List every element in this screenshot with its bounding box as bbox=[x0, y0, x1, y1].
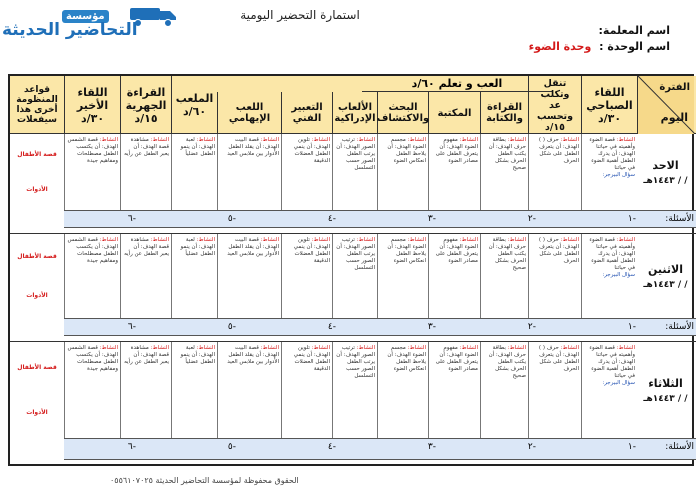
header-pretend-play: اللعب الإيهامي bbox=[217, 92, 281, 134]
page-title: استمارة التحضير اليومية bbox=[240, 8, 360, 22]
questions-label: الأسئلة: bbox=[665, 214, 694, 224]
questions-label: الأسئلة: bbox=[665, 322, 694, 332]
header-morning-meeting: اللقاء الصباحي ٣٠/د bbox=[581, 76, 637, 134]
day-name: الاحد bbox=[652, 158, 679, 172]
logo-big-text: التحاضير الحديثة bbox=[2, 20, 138, 40]
day-name: الثلاثاء bbox=[648, 376, 683, 390]
cell-library: النشاط: مفهوم الضوء الهدف: أن يتعرف الطفل على مصادر الضوء bbox=[428, 234, 480, 318]
day-row-sunday bbox=[10, 134, 696, 234]
plan-table bbox=[8, 74, 694, 466]
cell-library: النشاط: مفهوم الضوء الهدف: أن يتعرف الطفل على مصادر الضوء bbox=[428, 342, 480, 438]
cell-art: النشاط: تلوين الهدف: أن ينمي الطفل العضلات الدقيقة bbox=[281, 134, 332, 210]
day-name-cell bbox=[637, 134, 694, 210]
day-label: اليوم bbox=[660, 111, 688, 124]
cell-library: النشاط: مفهوم الضوء الهدف: أن يتعرف الطفل على مصادر الضوء bbox=[428, 134, 480, 210]
cell-perceptual: النشاط: ترتيب الصور الهدف: أن يرتب الطفل الصور حسب التسلسل bbox=[332, 342, 377, 438]
day-date: / / ١٤٤٣هـ bbox=[643, 393, 688, 404]
day-row-monday bbox=[10, 234, 696, 342]
brand-logo bbox=[0, 2, 185, 46]
teacher-name-row bbox=[599, 24, 670, 37]
copyright-footer: الحقوق محفوظة لمؤسسة التحاضير الحديثة ٠٥٥٦١٠٧٠٢٥ bbox=[110, 476, 299, 485]
cell-art: النشاط: تلوين الهدف: أن ينمي الطفل العضلات الدقيقة bbox=[281, 234, 332, 318]
unit-label: اسم الوحدة : bbox=[599, 40, 670, 53]
header-discovery: البحث والاكتشاف bbox=[377, 92, 428, 134]
day-row-tuesday bbox=[10, 342, 696, 464]
cell-pretend: النشاط: قصة البيت الهدف: أن يقلد الطفل الأدوار بين ملابس العيد bbox=[217, 234, 281, 318]
cell-reading: النشاط: بطاقة حرف الهدف: أن يكتب الطفل الحرف بشكل صحيح bbox=[480, 134, 528, 210]
cell-pretend: النشاط: قصة البيت الهدف: أن يقلد الطفل الأدوار بين ملابس العيد bbox=[217, 342, 281, 438]
day-name: الاثنين bbox=[648, 262, 683, 276]
questions-label: الأسئلة: bbox=[665, 442, 694, 452]
cell-loud-reading: النشاط: مشاهدة قصة الهدف: أن يعبر الطفل عن رأيه bbox=[120, 234, 171, 318]
cell-circle: النشاط: حرف ( ) الهدف: أن يتعرف الطفل على شكل الحرف bbox=[528, 234, 581, 318]
day-date: / / ١٤٤٣هـ bbox=[643, 279, 688, 290]
cell-rules: قصة الأطفال الأدوات bbox=[17, 253, 57, 299]
unit-name-row bbox=[529, 40, 670, 53]
day-date: / / ١٤٤٣هـ bbox=[643, 175, 688, 186]
header-last-meeting: اللقاء الأخير ٣٠/د bbox=[64, 76, 120, 134]
cell-reading: النشاط: بطاقة حرف الهدف: أن يكتب الطفل الحرف بشكل صحيح bbox=[480, 342, 528, 438]
unit-value: وحدة الضوء bbox=[528, 40, 592, 53]
cell-last-meeting: النشاط: قصة الشمس الهدف: أن يكتسب الطفل مصطلحات ومفاهيم جيدة bbox=[64, 234, 120, 318]
cell-morning: النشاط: قصة الضوء وأهميته في حياتنا الهدف: أن يدرك الطفل أهمية الضوء في حياتنا سؤال البيرجر: bbox=[581, 234, 637, 318]
cell-circle: النشاط: حرف ( ) الهدف: أن يتعرف الطفل على شكل الحرف bbox=[528, 134, 581, 210]
cell-perceptual: النشاط: ترتيب الصور الهدف: أن يرتب الطفل الصور حسب التسلسل bbox=[332, 234, 377, 318]
cell-rules: قصة الأطفال الأدوات bbox=[17, 364, 57, 416]
header-art-expression: التعبير الفني bbox=[281, 92, 332, 134]
cell-loud-reading: النشاط: مشاهدة قصة الهدف: أن يعبر الطفل عن رأيه bbox=[120, 342, 171, 438]
cell-discovery: النشاط: مجسم الضوء الهدف: أن يلاحظ الطفل انعكاس الضوء bbox=[377, 134, 428, 210]
cell-perceptual: النشاط: ترتيب الصور الهدف: أن يرتب الطفل الصور حسب التسلسل bbox=[332, 134, 377, 210]
table-header bbox=[10, 76, 696, 134]
day-name-cell bbox=[637, 234, 694, 318]
cell-discovery: النشاط: مجسم الضوء الهدف: أن يلاحظ الطفل انعكاس الضوء bbox=[377, 234, 428, 318]
cell-morning: النشاط: قصة الضوء وأهميته في حياتنا الهدف: أن يدرك الطفل أهمية الضوء في حياتنا سؤال البيرجر: bbox=[581, 134, 637, 210]
teacher-label: اسم المعلمة: bbox=[598, 24, 670, 37]
cell-discovery: النشاط: مجسم الضوء الهدف: أن يلاحظ الطفل انعكاس الضوء bbox=[377, 342, 428, 438]
header-loud-reading: القراءة الجهرية ١٥/د bbox=[120, 76, 171, 134]
cell-playground: النشاط: لعبة الهدف: أن ينمو الطفل عضلياً bbox=[171, 234, 217, 318]
header-play-learn-caption: العب و تعلم ٦٠/د bbox=[362, 76, 552, 92]
logo-small-text: مؤسسة bbox=[62, 10, 109, 23]
header-library: المكتبة bbox=[428, 92, 480, 134]
cell-pretend: النشاط: قصة البيت الهدف: أن يقلد الطفل الأدوار بين ملابس العيد bbox=[217, 134, 281, 210]
cell-last-meeting: النشاط: قصة الشمس الهدف: أن يكتسب الطفل مصطلحات ومفاهيم جيدة bbox=[64, 342, 120, 438]
cell-reading: النشاط: بطاقة حرف الهدف: أن يكتب الطفل الحرف بشكل صحيح bbox=[480, 234, 528, 318]
cell-playground: النشاط: لعبة الهدف: أن ينمو الطفل عضلياً bbox=[171, 134, 217, 210]
cell-art: النشاط: تلوين الهدف: أن ينمي الطفل العضلات الدقيقة bbox=[281, 342, 332, 438]
cell-circle: النشاط: حرف ( ) الهدف: أن يتعرف الطفل على شكل الحرف bbox=[528, 342, 581, 438]
cell-morning: النشاط: قصة الضوء وأهميته في حياتنا الهدف: أن يدرك الطفل أهمية الضوء في حياتنا سؤال البيرجر: bbox=[581, 342, 637, 438]
header-perceptual-games: الألعاب الإدراكية bbox=[332, 92, 377, 134]
questions-row: الأسئلة: -١ -٢ -٣ -٤ -٥ -٦ bbox=[64, 438, 696, 460]
day-name-cell bbox=[637, 342, 694, 438]
cell-loud-reading: النشاط: مشاهدة قصة الهدف: أن يعبر الطفل عن رأيه bbox=[120, 134, 171, 210]
period-label: الفترة bbox=[659, 82, 690, 93]
header-playground: الملعب ٦٠/د bbox=[171, 76, 217, 134]
questions-row: الأسئلة: -١ -٢ -٣ -٤ -٥ -٦ bbox=[64, 210, 696, 228]
cell-rules: قصة الأطفال الأدوات bbox=[17, 151, 57, 193]
header-reading-writing: القراءة والكتابة bbox=[480, 92, 528, 134]
header-rules: قواعد المنظومة أخرى هذا سيفعلات bbox=[16, 85, 58, 125]
header-circle: تنقل وتكلب عد وتحسب ١٥/د bbox=[528, 76, 581, 134]
period-day-header bbox=[637, 76, 694, 134]
cell-last-meeting: النشاط: قصة الشمس الهدف: أن يكتسب الطفل مصطلحات ومفاهيم جيدة bbox=[64, 134, 120, 210]
questions-row: الأسئلة: -١ -٢ -٣ -٤ -٥ -٦ bbox=[64, 318, 696, 336]
cell-playground: النشاط: لعبة الهدف: أن ينمو الطفل عضلياً bbox=[171, 342, 217, 438]
